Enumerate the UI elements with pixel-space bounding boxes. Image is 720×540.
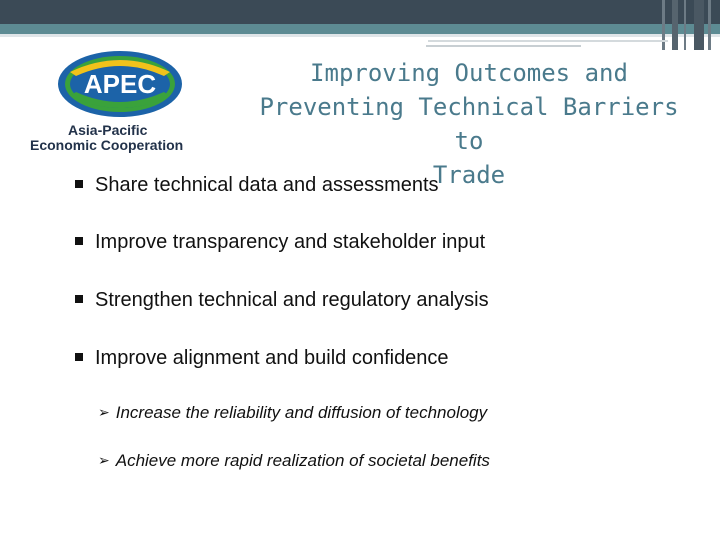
logo-line-asia-pacific: Asia-Pacific xyxy=(68,122,148,138)
header-stripe xyxy=(694,0,704,50)
header-stripe xyxy=(672,0,678,50)
square-bullet-icon xyxy=(75,295,83,303)
title-line: Preventing Technical Barriers to xyxy=(259,93,679,155)
header-stripe xyxy=(662,0,665,50)
bullet-item xyxy=(75,174,439,197)
title-line: Trade xyxy=(432,161,506,189)
sub-bullet-item xyxy=(98,451,490,471)
arrow-bullet-icon: ➢ xyxy=(98,404,110,420)
bullet-text: Strengthen technical and regulatory analysis xyxy=(95,289,489,311)
apec-emblem-text: APEC xyxy=(83,69,157,99)
bullet-item xyxy=(75,347,449,370)
apec-logo xyxy=(30,50,210,152)
square-bullet-icon xyxy=(75,353,83,361)
square-bullet-icon xyxy=(75,237,83,245)
header-thin-line xyxy=(428,40,668,42)
bullet-item xyxy=(75,289,489,312)
square-bullet-icon xyxy=(75,180,83,188)
sub-bullet-text: Achieve more rapid realization of societal benefits xyxy=(115,451,490,470)
bullet-text: Improve transparency and stakeholder input xyxy=(95,231,486,253)
header-thin-line xyxy=(426,45,581,47)
header-bar xyxy=(0,0,720,24)
slide-title xyxy=(255,56,683,192)
sub-bullet-item xyxy=(98,403,487,423)
header-stripe xyxy=(708,0,711,50)
logo-line-economic-cooperation: Economic Cooperation xyxy=(30,137,184,153)
arrow-bullet-icon: ➢ xyxy=(98,452,110,468)
header-light-line xyxy=(0,34,720,37)
bullet-text: Share technical data and assessments xyxy=(95,174,439,196)
header-stripe xyxy=(684,0,686,50)
header-accent-bar xyxy=(0,24,720,34)
sub-bullet-text: Increase the reliability and diffusion of technology xyxy=(115,403,488,422)
bullet-item xyxy=(75,231,485,254)
title-line: Improving Outcomes and xyxy=(310,59,628,87)
bullet-text: Improve alignment and build confidence xyxy=(95,347,449,369)
